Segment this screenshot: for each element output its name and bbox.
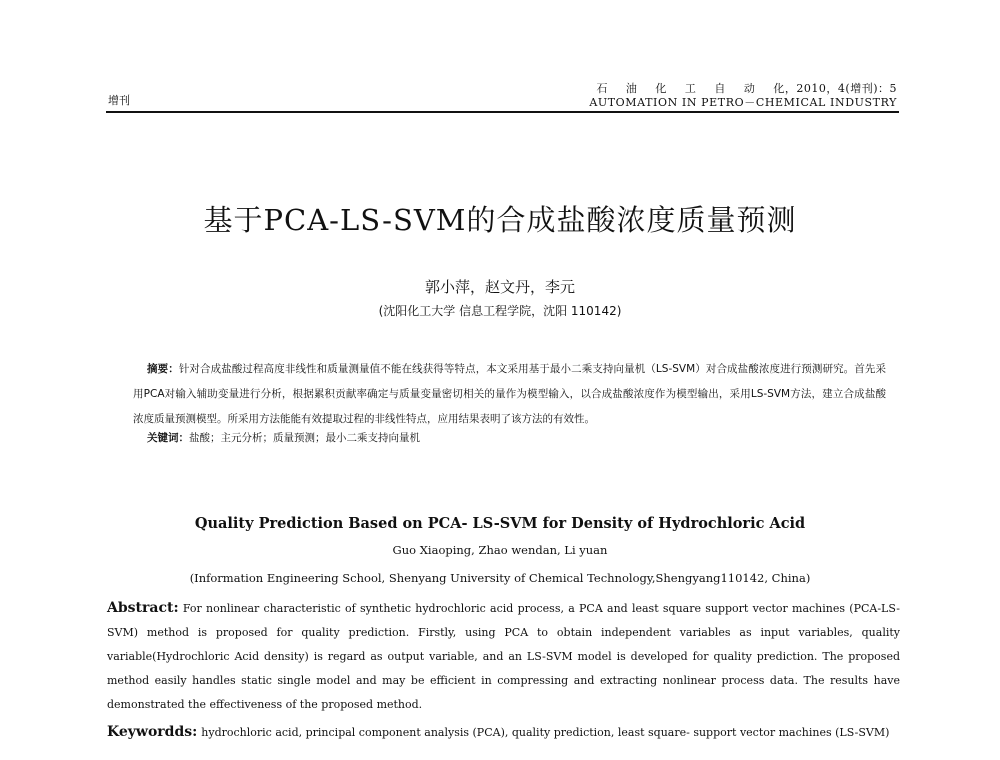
- chinese-authors: 郭小萍，赵文丹，李元: [424, 278, 575, 296]
- journal-name-cn: 石 油 化 工 自 动 化，2010，4(增刊)：5: [596, 82, 897, 95]
- english-keywords-label: Keywordds:: [107, 724, 198, 740]
- english-abstract: [107, 596, 900, 717]
- english-abstract-text: For nonlinear characteristic of synthetic hydrochloric acid process, a PCA and least square support vector machines (PCA-LS-SVM) method is proposed for quality prediction. Firstly, using PCA to obtain independent variables as input variables, quality variable(Hydrochloric Acid density) is regard as output variable, and an LS-SVM model is developed for quality prediction. The proposed method easily handles static single model and may be efficient in compressing and extracting nonlinear process data. The results have demonstrated the effectiveness of the proposed method.: [107, 602, 901, 711]
- chinese-affiliation: (沈阳化工大学 信息工程学院，沈阳 110142): [378, 304, 622, 318]
- journal-name-en: AUTOMATION IN PETRO－CHEMICAL INDUSTRY: [589, 96, 897, 109]
- chinese-abstract: [133, 357, 886, 432]
- english-affiliation: (Information Engineering School, Shenyang University of Chemical Technology,Shengyang110142, China): [189, 571, 811, 585]
- chinese-keywords: [147, 430, 420, 445]
- english-keywords-text: hydrochloric acid, principal component analysis (PCA), quality prediction, least square- support vector machines (LS-SVM): [201, 726, 890, 739]
- chinese-abstract-label: 摘要：: [147, 363, 179, 375]
- english-authors: Guo Xiaoping, Zhao wendan, Li yuan: [392, 543, 608, 557]
- chinese-abstract-text: 针对合成盐酸过程高度非线性和质量测量值不能在线获得等特点，本文采用基于最小二乘支持向量机（LS-SVM）对合成盐酸浓度进行预测研究。首先采用PCA对输入辅助变量进行分析，根据累积贡献率确定与质量变量密切相关的量作为模型输入，以合成盐酸浓度作为模型输出，采用LS-SVM方法，建立合成盐酸浓度质量预测模型。所采用方法能能有效提取过程的非线性特点，应用结果表明了该方法的有效性。: [133, 363, 886, 425]
- chinese-keywords-label: 关键词：: [147, 432, 189, 444]
- english-keywords: [107, 724, 900, 740]
- journal-header: [589, 82, 897, 110]
- header-rule: [106, 111, 899, 113]
- english-title: Quality Prediction Based on PCA- LS-SVM for Density of Hydrochloric Acid: [194, 515, 806, 532]
- chinese-title: 基于PCA-LS-SVM的合成盐酸浓度质量预测: [203, 203, 797, 237]
- english-abstract-label: Abstract:: [107, 600, 179, 616]
- chinese-keywords-text: 盐酸；主元分析；质量预测；最小二乘支持向量机: [189, 432, 420, 444]
- supplement-tag: 增刊: [108, 94, 130, 107]
